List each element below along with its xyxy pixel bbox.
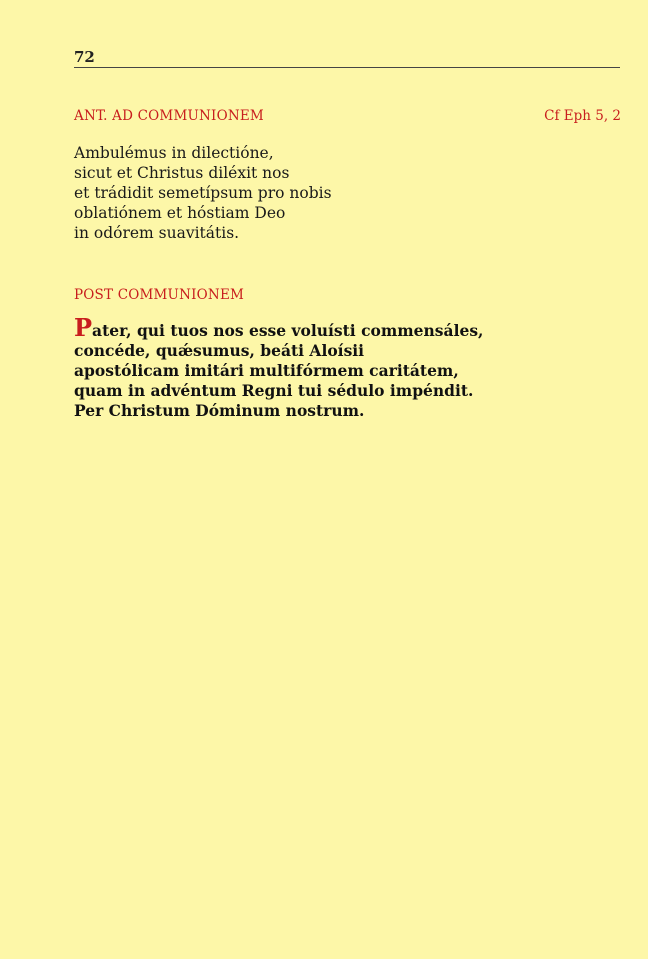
- prayer-line: ater, qui tuos nos esse voluísti commensáles,: [92, 321, 484, 340]
- antiphon-line: sicut et Christus diléxit nos: [74, 164, 290, 182]
- post-communion-heading: POST COMMUNIONEM: [74, 287, 245, 303]
- antiphon-line: Ambulémus in dilectióne,: [74, 144, 274, 162]
- drop-initial: P: [74, 313, 93, 342]
- prayer-first-line: [74, 313, 484, 342]
- post-communion-prayer: [74, 313, 484, 421]
- antiphon-line: oblatiónem et hóstiam Deo: [74, 204, 286, 222]
- antiphon-heading: ANT. AD COMMUNIONEM: [74, 108, 264, 124]
- scripture-reference: Cf Eph 5, 2: [544, 108, 621, 124]
- antiphon-line: et trádidit semetípsum pro nobis: [74, 184, 332, 202]
- prayer-conclusion: Per Christum Dóminum nostrum.: [74, 401, 365, 420]
- prayer-line: concéde, quǽsumus, beáti Aloísii: [74, 341, 365, 360]
- antiphon-line: in odórem suavitátis.: [74, 224, 240, 242]
- prayer-line: apostólicam imitári multifórmem caritátem,: [74, 361, 459, 380]
- page-number: 72: [74, 48, 95, 66]
- header-rule: [74, 67, 620, 68]
- prayer-line: quam in advéntum Regni tui sédulo impéndit.: [74, 381, 474, 400]
- antiphon-text: [74, 143, 332, 243]
